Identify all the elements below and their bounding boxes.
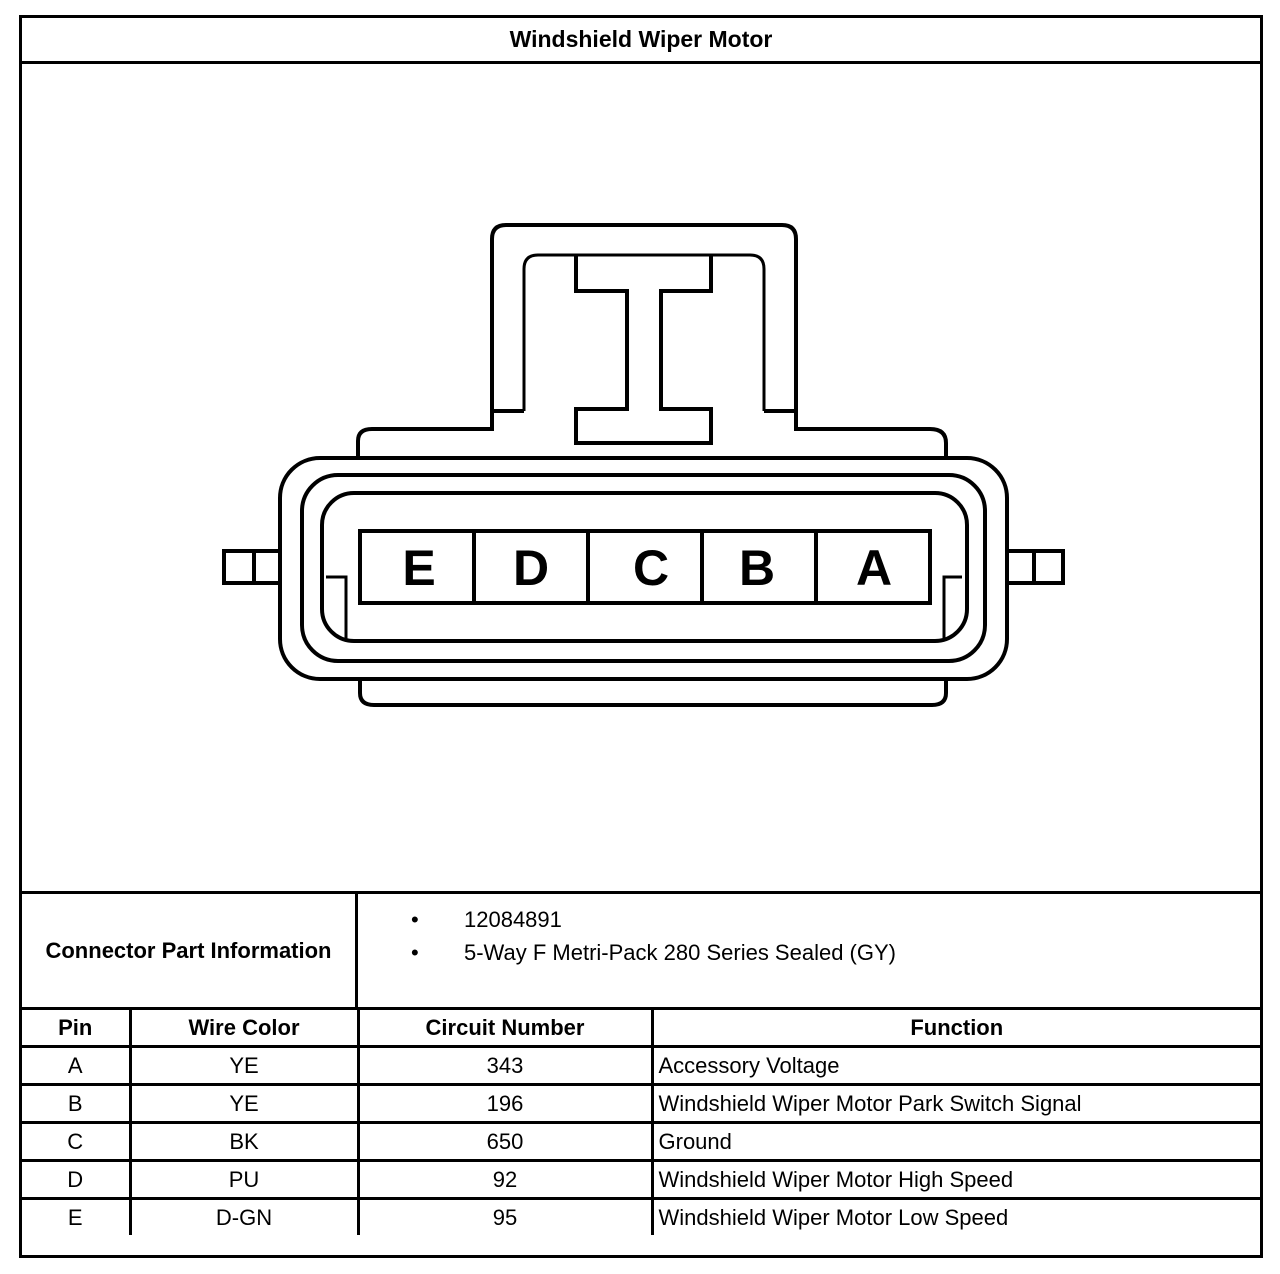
header-function: Function — [652, 1010, 1260, 1047]
part-description: 5-Way F Metri-Pack 280 Series Sealed (GY) — [464, 940, 896, 965]
cavity-label-e: E — [402, 540, 436, 596]
connector-right-tab — [1007, 551, 1063, 583]
header-circuit-number: Circuit Number — [358, 1010, 652, 1047]
cell-wire-color: BK — [130, 1123, 358, 1161]
cell-pin: C — [22, 1123, 130, 1161]
table-header-row — [22, 1010, 1260, 1047]
cell-function: Ground — [652, 1123, 1260, 1161]
connector-part-info — [22, 891, 1260, 1010]
cell-pin: E — [22, 1199, 130, 1236]
connector-latch — [492, 225, 796, 443]
cell-circuit-number: 95 — [358, 1199, 652, 1236]
cell-circuit-number: 196 — [358, 1085, 652, 1123]
cavity-label-a: A — [855, 540, 893, 596]
connector-sheet — [19, 15, 1263, 1258]
cell-function: Accessory Voltage — [652, 1047, 1260, 1085]
bullet-icon: • — [411, 940, 419, 965]
cell-circuit-number: 92 — [358, 1161, 652, 1199]
header-wire-color: Wire Color — [130, 1010, 358, 1047]
table-row — [22, 1199, 1260, 1236]
table-row — [22, 1047, 1260, 1085]
cell-function: Windshield Wiper Motor Park Switch Signal — [652, 1085, 1260, 1123]
cell-pin: B — [22, 1085, 130, 1123]
connector-face-drawing — [0, 3, 1280, 903]
pinout-table — [22, 1010, 1260, 1235]
table-row — [22, 1085, 1260, 1123]
cell-wire-color: YE — [130, 1047, 358, 1085]
cavity-label-d: D — [512, 540, 550, 596]
cell-circuit-number: 650 — [358, 1123, 652, 1161]
connector-bottom-flange — [360, 679, 946, 705]
cell-function: Windshield Wiper Motor High Speed — [652, 1161, 1260, 1199]
cell-circuit-number: 343 — [358, 1047, 652, 1085]
connector-shoulder — [358, 411, 946, 458]
bullet-icon: • — [411, 907, 419, 932]
cell-wire-color: YE — [130, 1085, 358, 1123]
cell-function: Windshield Wiper Motor Low Speed — [652, 1199, 1260, 1236]
connector-left-tab — [224, 551, 280, 583]
header-pin: Pin — [22, 1010, 130, 1047]
cell-pin: D — [22, 1161, 130, 1199]
cavity-label-c: C — [632, 540, 670, 596]
connector-diagram-area — [22, 61, 1260, 891]
part-number: 12084891 — [464, 907, 562, 932]
cell-wire-color: D-GN — [130, 1199, 358, 1236]
part-info-list — [358, 894, 1260, 1007]
cavity-label-b: B — [738, 540, 776, 596]
part-info-label: Connector Part Information — [22, 894, 358, 1007]
cell-wire-color: PU — [130, 1161, 358, 1199]
sheet-title: Windshield Wiper Motor — [22, 18, 1260, 64]
table-row — [22, 1123, 1260, 1161]
cell-pin: A — [22, 1047, 130, 1085]
table-row — [22, 1161, 1260, 1199]
